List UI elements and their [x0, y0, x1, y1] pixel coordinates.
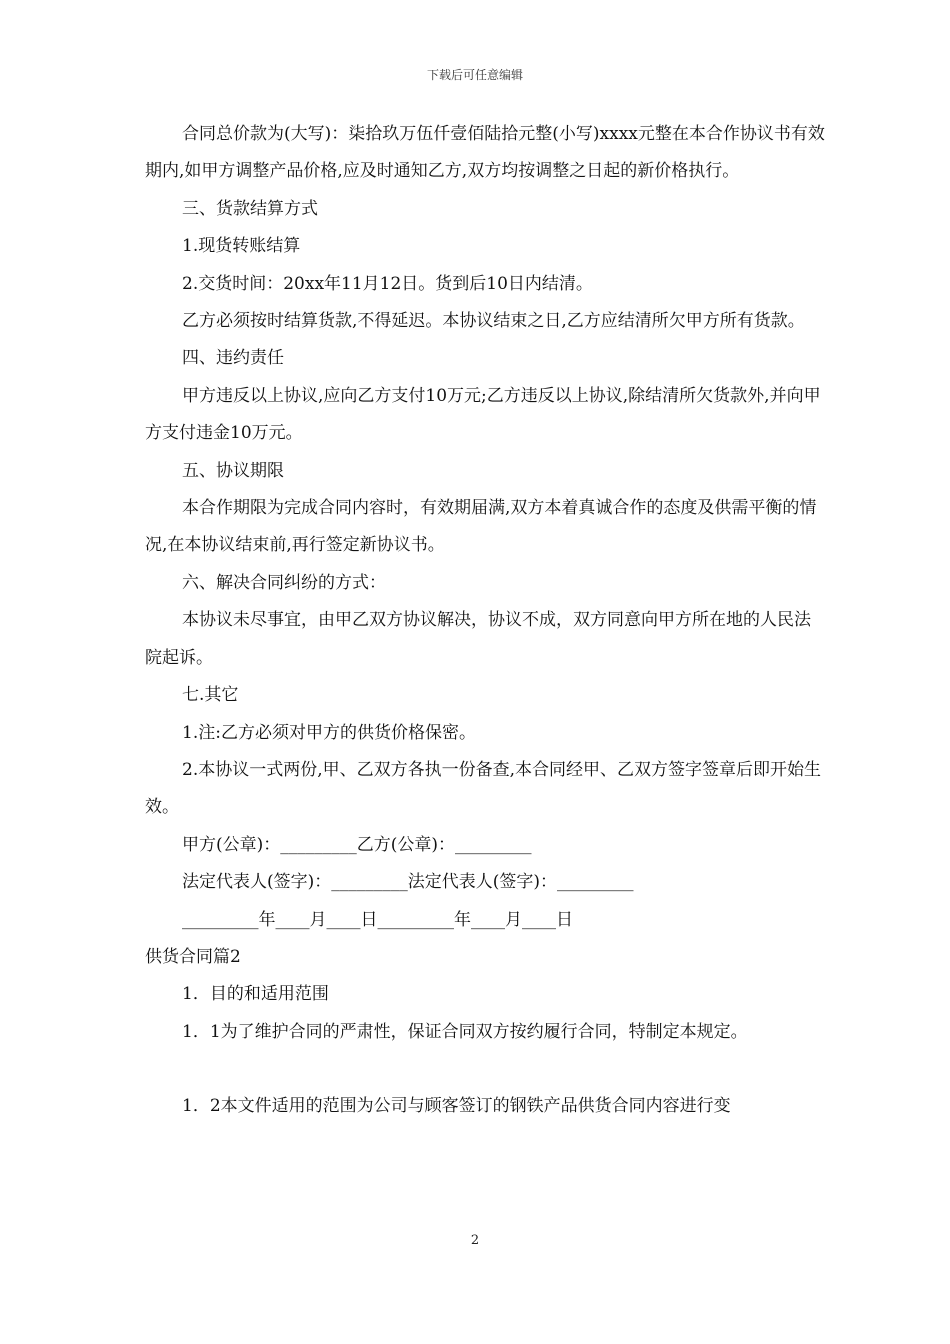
section2-item-1-1: 1．1为了维护合同的严肃性，保证合同双方按约履行合同，特制定本规定。 [182, 1021, 748, 1042]
heading-term: 五、协议期限 [182, 460, 284, 481]
item-confidentiality: 1.注:乙方必须对甲方的供货价格保密。 [182, 722, 476, 743]
section2-title: 供货合同篇2 [145, 946, 241, 967]
paragraph-total-price: 合同总价款为(大写)：柒拾玖万伍仟壹佰陆拾元整(小写)xxxx元整在本合作协议书有效期内,如甲方调整产品价格,应及时通知乙方,双方均按调整之日起的新价格执行。 [145, 124, 825, 182]
section2-item-1-2: 1．2本文件适用的范围为公司与顾客签订的钢铁产品供货合同内容进行变 [182, 1096, 731, 1117]
item-delivery-time: 2.交货时间：20xx年11月12日。货到后10日内结清。 [182, 273, 593, 294]
page-number: 2 [470, 1233, 480, 1248]
paragraph-liability: 甲方违反以上协议,应向乙方支付10万元;乙方违反以上协议,除结清所欠货款外,并向甲方支付违金10万元。 [145, 385, 821, 444]
heading-other: 七.其它 [182, 685, 239, 706]
heading-settlement: 三、货款结算方式 [182, 198, 318, 219]
page-header-note: 下载后可任意编辑 [426, 68, 523, 82]
paragraph-dispute: 本协议未尽事宜，由甲乙双方协议解决，协议不成，双方同意向甲方所在地的人民法院起诉。 [145, 610, 811, 668]
signature-date-line: _________年____月____日_________年____月____日 [182, 909, 573, 930]
paragraph-payment-deadline: 乙方必须按时结算货款,不得延迟。本协议结束之日,乙方应结清所欠甲方所有货款。 [182, 311, 805, 332]
document-body [145, 116, 825, 1126]
section2-item-purpose: 1．目的和适用范围 [182, 984, 329, 1005]
signature-representative-line: 法定代表人(签字)：_________法定代表人(签字)：_________ [182, 872, 634, 893]
item-spot-transfer: 1.现货转账结算 [182, 236, 301, 257]
paragraph-spacer [145, 1051, 825, 1088]
signature-seal-line: 甲方(公章)：_________乙方(公章)：_________ [182, 834, 532, 855]
item-copies: 2.本协议一式两份,甲、乙双方各执一份备查,本合同经甲、乙双方签字签章后即开始生效。 [145, 759, 822, 818]
heading-dispute: 六、解决合同纠纷的方式： [182, 572, 386, 593]
heading-liability: 四、违约责任 [182, 348, 284, 369]
paragraph-term: 本合作期限为完成合同内容时，有效期届满,双方本着真诚合作的态度及供需平衡的情况,在本协议结束前,再行签定新协议书。 [145, 498, 817, 556]
